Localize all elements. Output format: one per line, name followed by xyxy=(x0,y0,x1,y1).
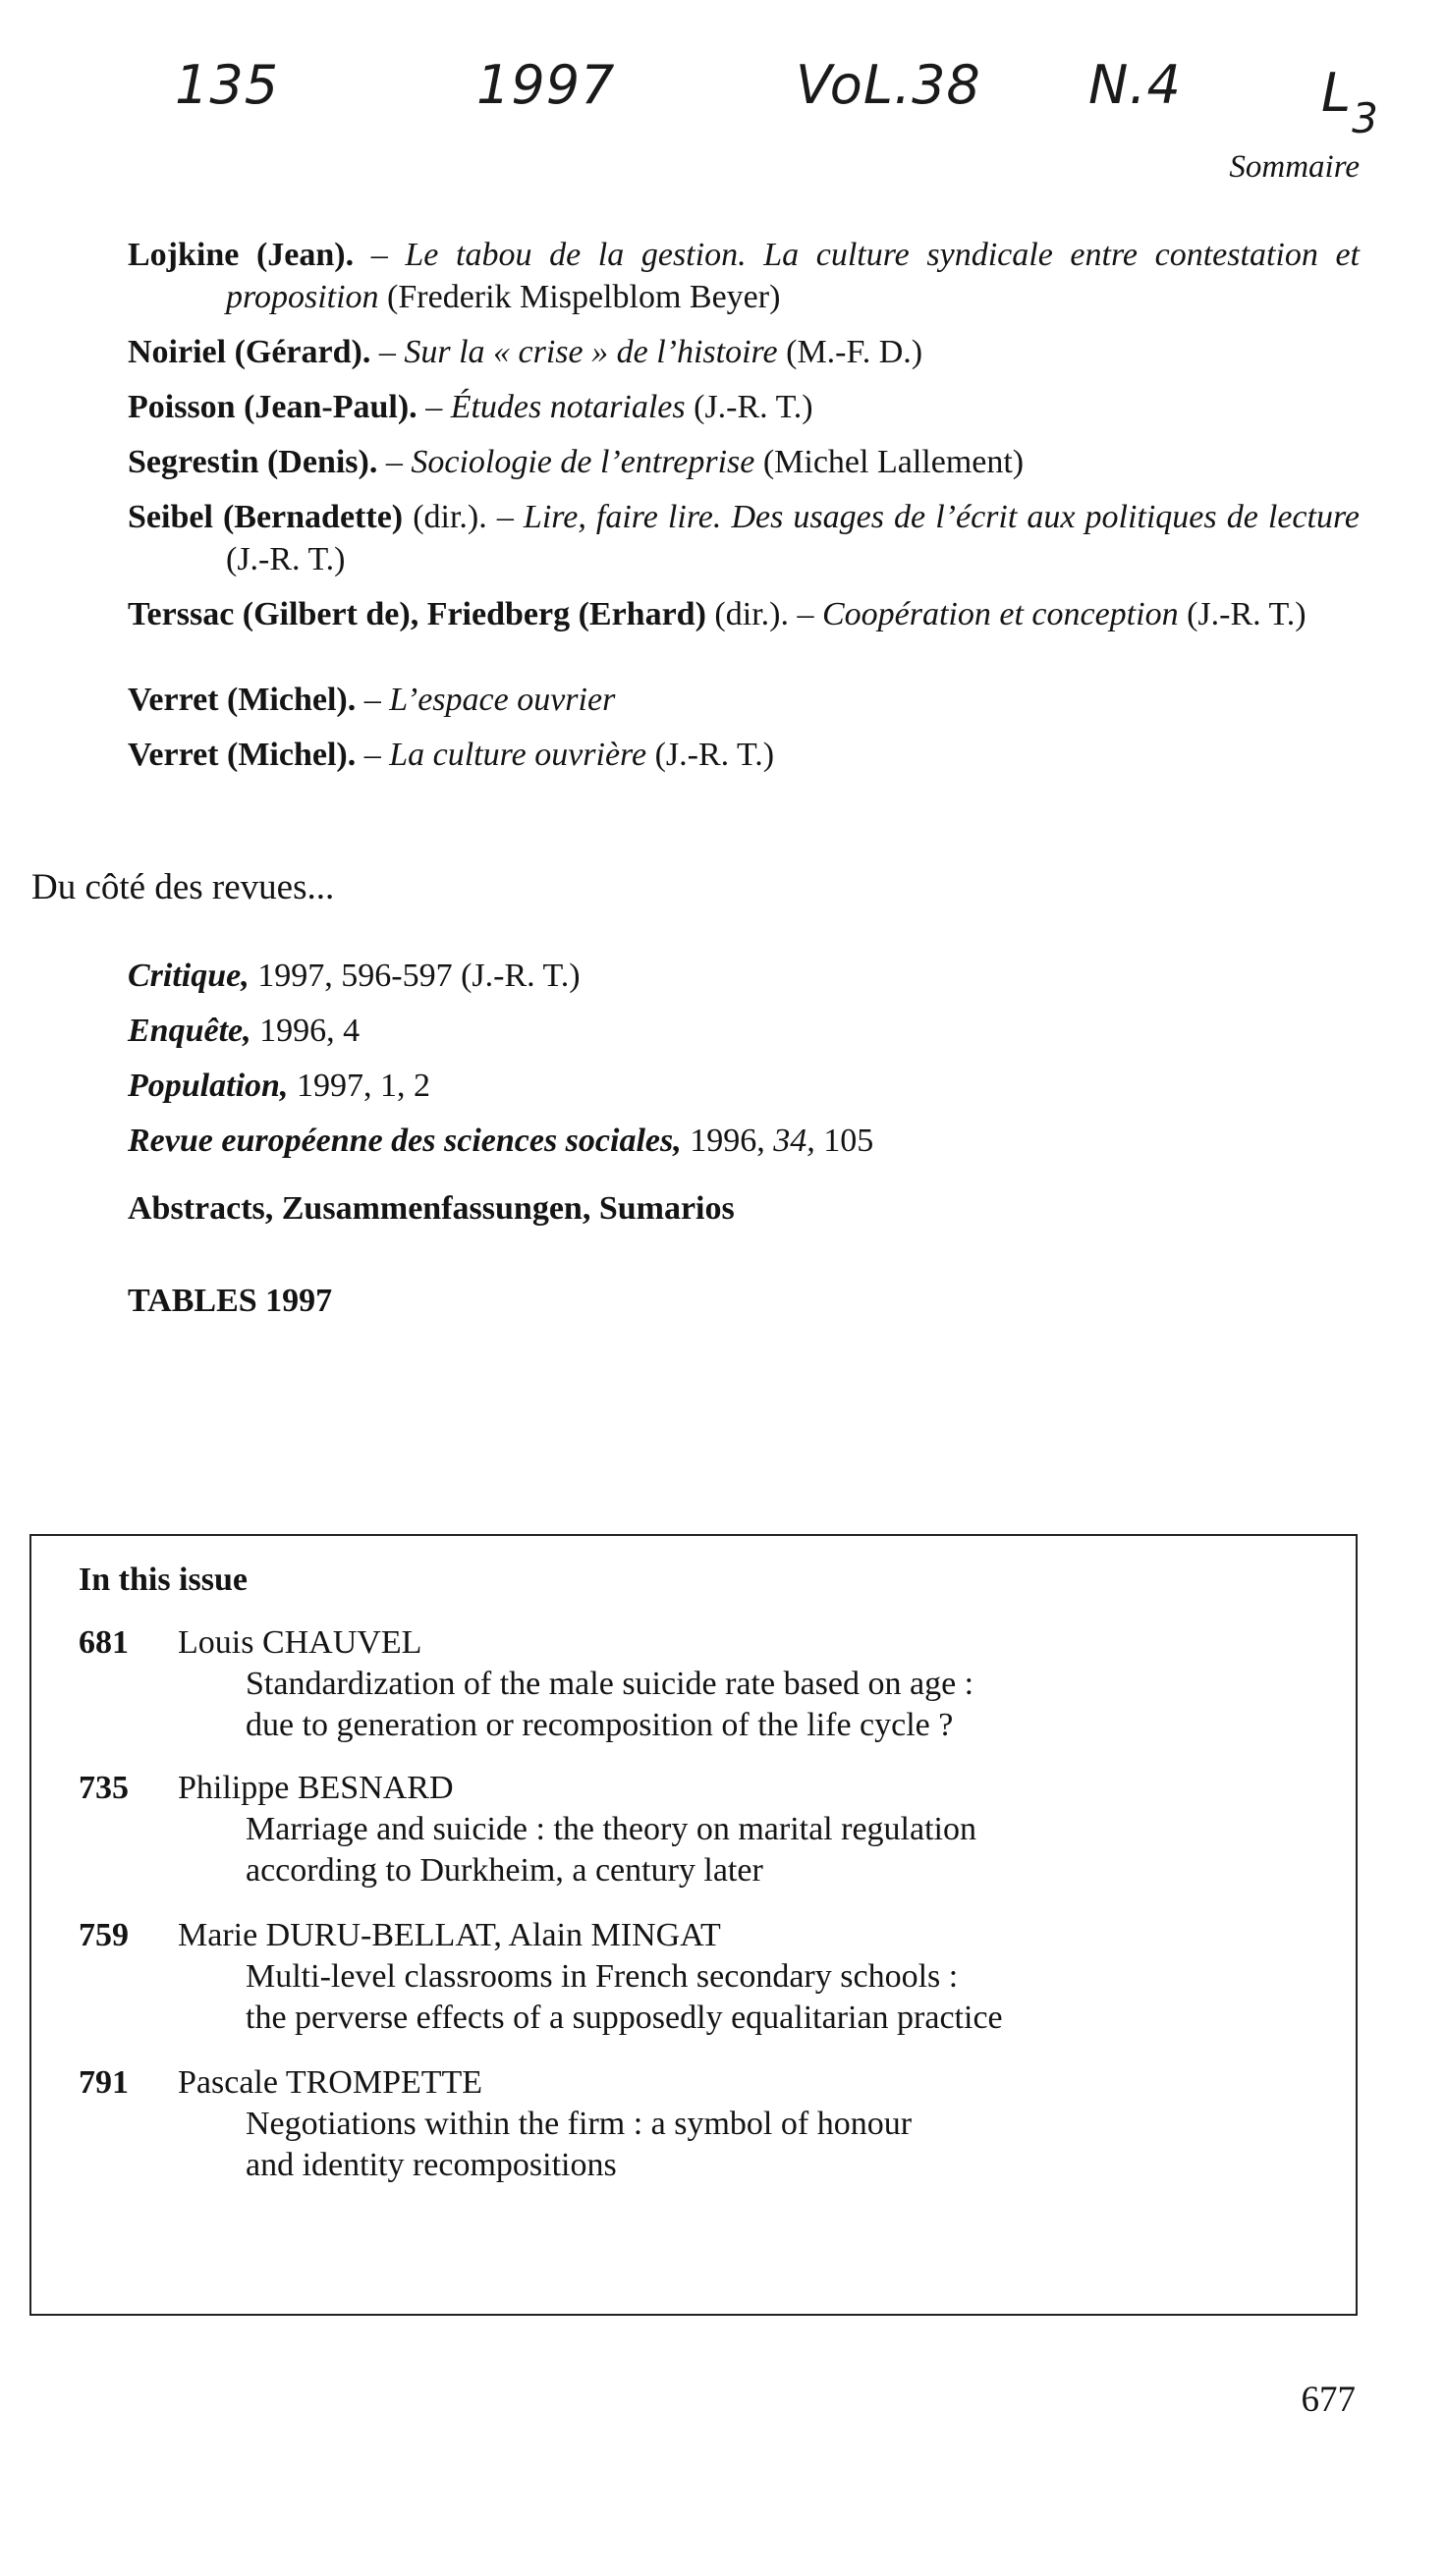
article-title xyxy=(246,1664,1287,1746)
entry-reviewer: (Michel Lallement) xyxy=(754,444,1025,480)
entry-dash: – xyxy=(356,682,390,718)
entry-reviewer: (Frederik Mispelblom Beyer) xyxy=(378,279,781,315)
handwritten-issue: N.4 xyxy=(1088,54,1182,116)
entry-dash: – xyxy=(417,389,451,425)
entry-author: Seibel (Bernadette) xyxy=(128,499,404,535)
abstracts-heading: Abstracts, Zusammenfassungen, Sumarios xyxy=(128,1190,735,1227)
entry-dash: – xyxy=(370,334,405,370)
book-review-entry xyxy=(128,441,1360,483)
handwritten-code-letter: L xyxy=(1321,62,1353,124)
article-title-line: Standardization of the male suicide rate based on age : xyxy=(246,1666,974,1702)
article-page: 759 xyxy=(79,1917,129,1953)
entry-reviewer: (J.-R. T.) xyxy=(685,389,813,425)
article-title xyxy=(246,2104,1287,2186)
entry-title: Lire, faire lire. Des usages de l’écrit aux politiques de lecture xyxy=(523,499,1361,535)
entry-dash: – xyxy=(377,444,412,480)
article-author: Marie DURU-BELLAT, Alain MINGAT xyxy=(178,1917,721,1953)
revues-heading: Du côté des revues... xyxy=(31,867,335,907)
revue-details: 1997, 596-597 (J.-R. T.) xyxy=(249,958,581,994)
article-title xyxy=(246,1956,1287,2039)
article-author: Louis CHAUVEL xyxy=(178,1624,422,1661)
revues-list xyxy=(128,955,1360,1175)
handwritten-number: 135 xyxy=(175,54,280,116)
revue-name: Enquête, xyxy=(128,1013,251,1049)
entry-dir: (dir.). xyxy=(403,499,487,535)
revue-entry xyxy=(128,955,1360,997)
article-title-line: and identity recompositions xyxy=(246,2147,617,2183)
article-title-line: according to Durkheim, a century later xyxy=(246,1852,763,1889)
article-page: 681 xyxy=(79,1624,129,1661)
handwritten-code-digit: 3 xyxy=(1352,93,1379,142)
handwritten-year: 1997 xyxy=(476,54,616,116)
article-title-line: Negotiations within the firm : a symbol of honour xyxy=(246,2106,913,2142)
article-title-line: Multi-level classrooms in French secondary schools : xyxy=(246,1958,959,1995)
book-review-entry xyxy=(128,234,1360,318)
revue-entry xyxy=(128,1065,1360,1107)
article-title xyxy=(246,1809,1287,1891)
revue-details: 1996, xyxy=(681,1123,774,1159)
entry-author: Terssac (Gilbert de), Friedberg (Erhard) xyxy=(128,596,706,632)
article-title-line: the perverse effects of a supposedly equalitarian practice xyxy=(246,2000,1003,2036)
entry-dash: – xyxy=(354,237,406,273)
entry-dash: – xyxy=(486,499,524,535)
entry-title: Sociologie de l’entreprise xyxy=(411,444,755,480)
revue-name: Revue européenne des sciences sociales, xyxy=(128,1123,682,1159)
revue-details: 1996, 4 xyxy=(250,1013,361,1049)
tables-heading: TABLES 1997 xyxy=(128,1283,333,1319)
entry-title: Sur la « crise » de l’histoire xyxy=(404,334,778,370)
handwritten-volume: VoL.38 xyxy=(796,54,981,116)
revue-details: 1997, 1, 2 xyxy=(288,1068,430,1104)
book-review-entry xyxy=(128,331,1360,373)
handwritten-code xyxy=(1321,62,1379,142)
article-title-line: Marriage and suicide : the theory on marital regulation xyxy=(246,1811,976,1847)
entry-reviewer: (J.-R. T.) xyxy=(646,737,775,773)
revue-entry xyxy=(128,1120,1360,1162)
book-review-entry xyxy=(128,593,1360,635)
revue-entry xyxy=(128,1010,1360,1052)
entry-author: Lojkine (Jean). xyxy=(128,237,355,273)
entry-dash: – xyxy=(356,737,390,773)
revue-tail: 105 xyxy=(814,1123,874,1159)
entry-reviewer: (M.-F. D.) xyxy=(777,334,923,370)
entry-author: Poisson (Jean-Paul). xyxy=(128,389,417,425)
article-author: Philippe BESNARD xyxy=(178,1770,454,1806)
entry-title: Coopération et conception xyxy=(821,596,1179,632)
article-title-line: due to generation or recomposition of the life cycle ? xyxy=(246,1707,954,1743)
entry-title: La culture ouvrière xyxy=(389,737,647,773)
entry-dir: (dir.). xyxy=(705,596,789,632)
entry-reviewer: (J.-R. T.) xyxy=(1178,596,1307,632)
book-review-entry xyxy=(128,734,1360,776)
article-page: 791 xyxy=(79,2064,129,2101)
in-this-issue-heading: In this issue xyxy=(79,1562,248,1598)
article-page: 735 xyxy=(79,1770,129,1806)
revue-name: Population, xyxy=(128,1068,289,1104)
in-this-issue-box xyxy=(29,1534,1358,2316)
entry-author: Verret (Michel). xyxy=(128,682,357,718)
entry-title: Études notariales xyxy=(450,389,686,425)
entry-author: Segrestin (Denis). xyxy=(128,444,378,480)
page-number: 677 xyxy=(1301,2380,1356,2420)
book-review-entry xyxy=(128,496,1360,580)
entry-author: Noiriel (Gérard). xyxy=(128,334,371,370)
book-review-entry xyxy=(128,679,1360,721)
book-reviews-list xyxy=(128,234,1360,789)
article-author: Pascale TROMPETTE xyxy=(178,2064,483,2101)
revue-volume: 34, xyxy=(773,1123,815,1159)
entry-title: L’espace ouvrier xyxy=(389,682,616,718)
revue-name: Critique, xyxy=(128,958,250,994)
entry-dash: – xyxy=(788,596,822,632)
entry-author: Verret (Michel). xyxy=(128,737,357,773)
book-review-entry xyxy=(128,386,1360,428)
entry-reviewer: (J.-R. T.) xyxy=(226,541,346,577)
entry-title: Le tabou de la gestion. La culture syndicale entre contestation et proposition xyxy=(226,237,1360,315)
section-title: Sommaire xyxy=(1229,149,1360,185)
